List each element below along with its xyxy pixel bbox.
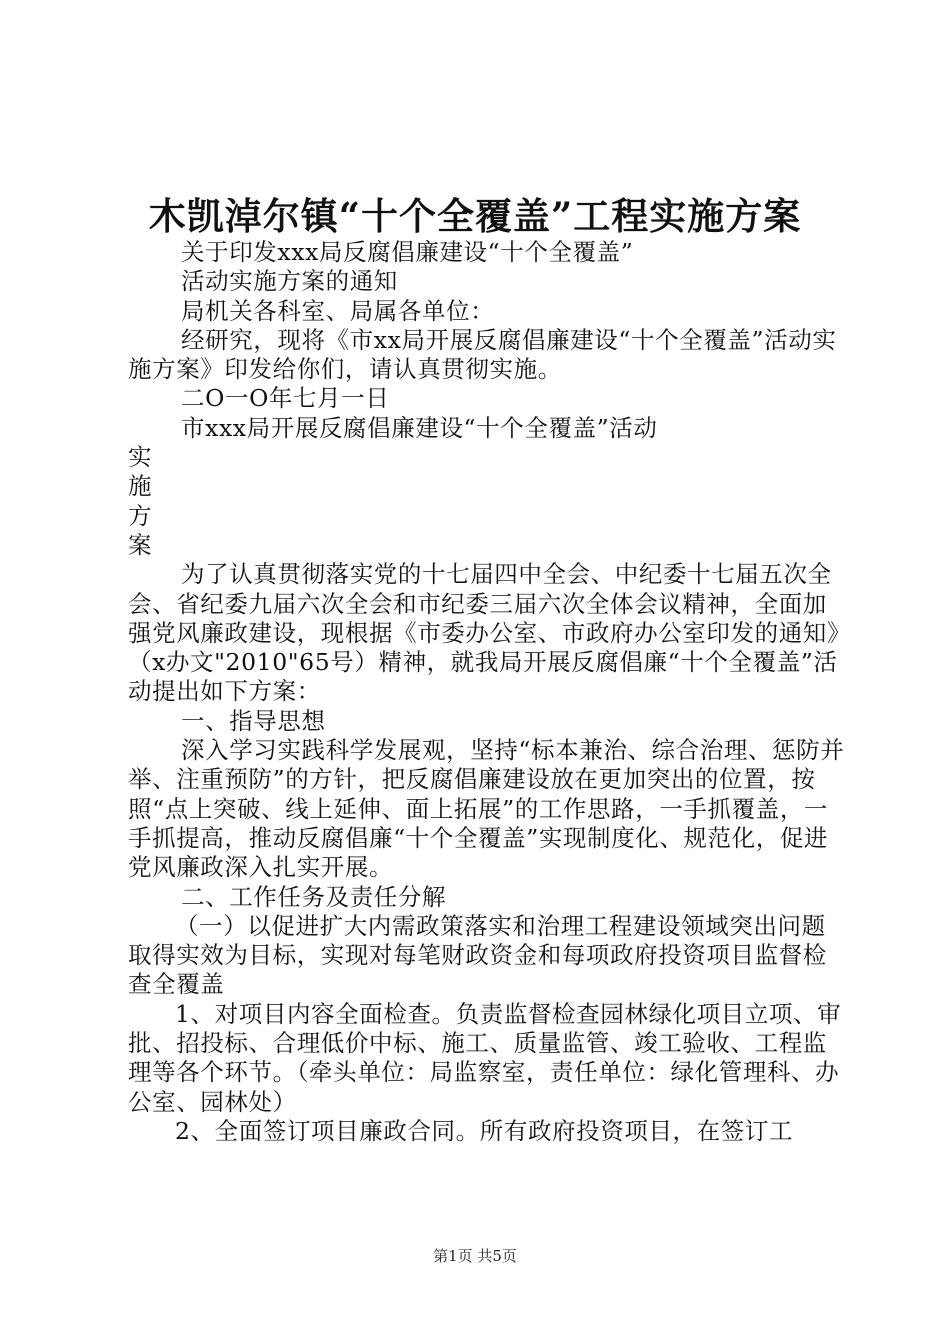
paragraph-item-2: 2、全面签订项目廉政合同。所有政府投资项目，在签订工 xyxy=(175,1116,794,1145)
paragraph-subsection-1: （一）以促进扩大内需政策落实和治理工程建设领域突出问题取得实效为目标，实现对每笔财政资金和每项政府投资项目监督检查全覆盖 xyxy=(128,911,827,999)
paragraph-item-1: 1、对项目内容全面检查。负责监督检查园林绿化项目立项、审批、招投标、合理低价中标、施工、质量监管、竣工验收、工程监理等各个环节。（牵头单位：局监察室，责任单位：绿化管理科、办公室、园林处） xyxy=(128,999,842,1116)
paragraph-addressee: 局机关各科室、局属各单位： xyxy=(181,296,495,325)
paragraph-guiding-ideas: 深入学习实践科学发展观，坚持“标本兼治、综合治理、惩防并举、注重预防”的方针，把反腐倡廉建设放在更加突出的位置，按照“点上突破、线上延伸、面上拓展”的工作思路，一手抓覆盖，一手抓提高，推动反腐倡廉“十个全覆盖”实现制度化、规范化，促进党风廉政深入扎实开展。 xyxy=(128,736,845,882)
document-title: 木凯淖尔镇“十个全覆盖”工程实施方案 xyxy=(148,194,802,238)
paragraph-vertical-char: 方 xyxy=(128,501,153,530)
paragraph-vertical-char: 实 xyxy=(128,443,153,472)
paragraph-notice-title-2: 活动实施方案的通知 xyxy=(181,267,398,296)
section-heading-guiding-ideas: 一、指导思想 xyxy=(181,706,326,735)
paragraph-vertical-char: 施 xyxy=(128,472,153,501)
paragraph-intro: 为了认真贯彻落实党的十七届四中全会、中纪委十七届五次全会、省纪委九届六次全会和市纪委三届六次全体会议精神，全面加强党风廉政建设，现根据《市委办公室、市政府办公室印发的通知》（x办文"2010"65号）精神，就我局开展反腐倡廉“十个全覆盖”活动提出如下方案： xyxy=(128,560,840,706)
section-heading-tasks: 二、工作任务及责任分解 xyxy=(181,882,447,911)
document-body xyxy=(128,238,848,1146)
paragraph-notice-title-1: 关于印发xxx局反腐倡廉建设“十个全覆盖” xyxy=(181,238,634,266)
paragraph-vertical-char: 案 xyxy=(128,530,153,559)
paragraph-notice-body: 经研究，现将《市xx局开展反腐倡廉建设“十个全覆盖”活动实施方案》印发给你们，请认真贯彻实施。 xyxy=(128,325,837,384)
page-footer: 第1页 共5页 xyxy=(433,1247,517,1265)
paragraph-date: 二O一O年七月一日 xyxy=(181,384,390,413)
paragraph-plan-heading: 市xxx局开展反腐倡廉建设“十个全覆盖”活动 xyxy=(181,413,658,442)
